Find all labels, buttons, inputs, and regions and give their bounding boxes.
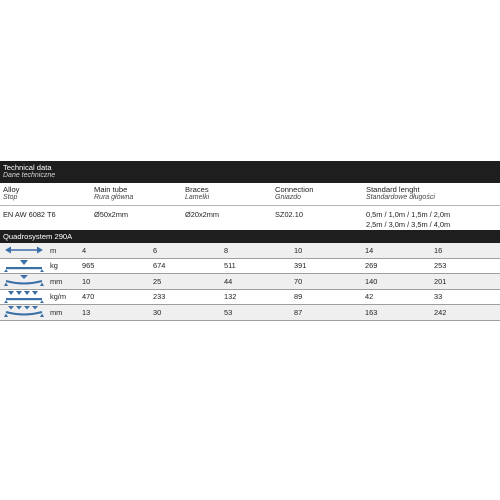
table-cell: 242 (434, 307, 447, 317)
unit-label: mm (50, 307, 63, 317)
table-cell: 965 (82, 261, 95, 271)
technical-data-subtitle: Dane techniczne (3, 172, 56, 179)
table-cell: 140 (365, 276, 378, 286)
column-sublabel: Rura główna (94, 194, 134, 201)
table-cell: 391 (294, 261, 307, 271)
table-cell: 44 (224, 276, 233, 286)
table-row (0, 290, 500, 306)
table-row (0, 305, 500, 321)
table-cell: 233 (153, 292, 166, 302)
standard-lengths-value (366, 210, 450, 230)
table-cell: 89 (294, 292, 303, 302)
table-cell: 253 (434, 261, 447, 271)
table-cell: 10 (294, 245, 303, 255)
table-cell: 269 (365, 261, 378, 271)
table-cell: 16 (434, 245, 443, 255)
main-tube-value: Ø50x2mm (94, 210, 129, 219)
table-row (0, 274, 500, 290)
unit-label: kg (50, 261, 58, 271)
table-cell: 163 (365, 307, 378, 317)
table-cell: 470 (82, 292, 95, 302)
table-cell: 4 (82, 245, 87, 255)
column-header-alloy (3, 185, 19, 202)
table-cell: 8 (224, 245, 229, 255)
lengths-line-2: 2,5m / 3,0m / 3,5m / 4,0m (366, 220, 451, 229)
column-label: Standard lenght (366, 185, 420, 194)
column-header-connection (275, 185, 313, 202)
span-length-icon (4, 244, 44, 256)
table-cell: 14 (365, 245, 374, 255)
distributed-load-deflection-icon (4, 306, 44, 318)
table-cell: 511 (224, 261, 236, 271)
braces-value: Ø20x2mm (185, 210, 220, 219)
column-label: Braces (185, 185, 209, 194)
point-load-deflection-icon (4, 275, 44, 287)
table-cell: 42 (365, 292, 374, 302)
point-load-icon (4, 260, 44, 272)
column-header-main-tube (94, 185, 133, 202)
column-sublabel: Gniazdo (275, 194, 302, 201)
table-cell: 25 (153, 276, 162, 286)
unit-label: m (50, 245, 57, 255)
alloy-value: EN AW 6082 T6 (3, 210, 56, 219)
table-cell: 13 (82, 307, 91, 317)
column-sublabel: Lamelki (185, 194, 210, 201)
table-cell: 70 (294, 276, 303, 286)
spec-values-row (0, 206, 500, 230)
table-cell: 30 (153, 307, 162, 317)
column-header-braces (185, 185, 209, 202)
quadrosystem-header: Quadrosystem 290A (0, 230, 500, 243)
spec-column-headers (0, 183, 500, 205)
unit-label: kg/m (50, 292, 67, 302)
table-cell: 674 (153, 261, 166, 271)
column-label: Connection (275, 185, 314, 194)
distributed-load-icon (4, 291, 44, 303)
load-table (0, 243, 500, 321)
connection-value: SZ02.10 (275, 210, 303, 219)
unit-label: mm (50, 276, 63, 286)
technical-data-title: Technical data (3, 163, 52, 172)
table-row (0, 243, 500, 259)
column-header-standard-length (366, 185, 435, 202)
table-cell: 87 (294, 307, 303, 317)
column-label: Main tube (94, 185, 128, 194)
technical-data-sheet (0, 161, 500, 321)
technical-data-header (0, 161, 500, 183)
column-label: Alloy (3, 185, 20, 194)
table-cell: 53 (224, 307, 233, 317)
column-sublabel: Standardowe długości (366, 194, 435, 201)
table-cell: 10 (82, 276, 91, 286)
table-cell: 201 (434, 276, 447, 286)
table-cell: 33 (434, 292, 443, 302)
table-cell: 6 (153, 245, 158, 255)
table-row (0, 259, 500, 275)
table-cell: 132 (224, 292, 237, 302)
column-sublabel: Stop (3, 194, 18, 201)
lengths-line-1: 0,5m / 1,0m / 1,5m / 2,0m (366, 210, 451, 219)
